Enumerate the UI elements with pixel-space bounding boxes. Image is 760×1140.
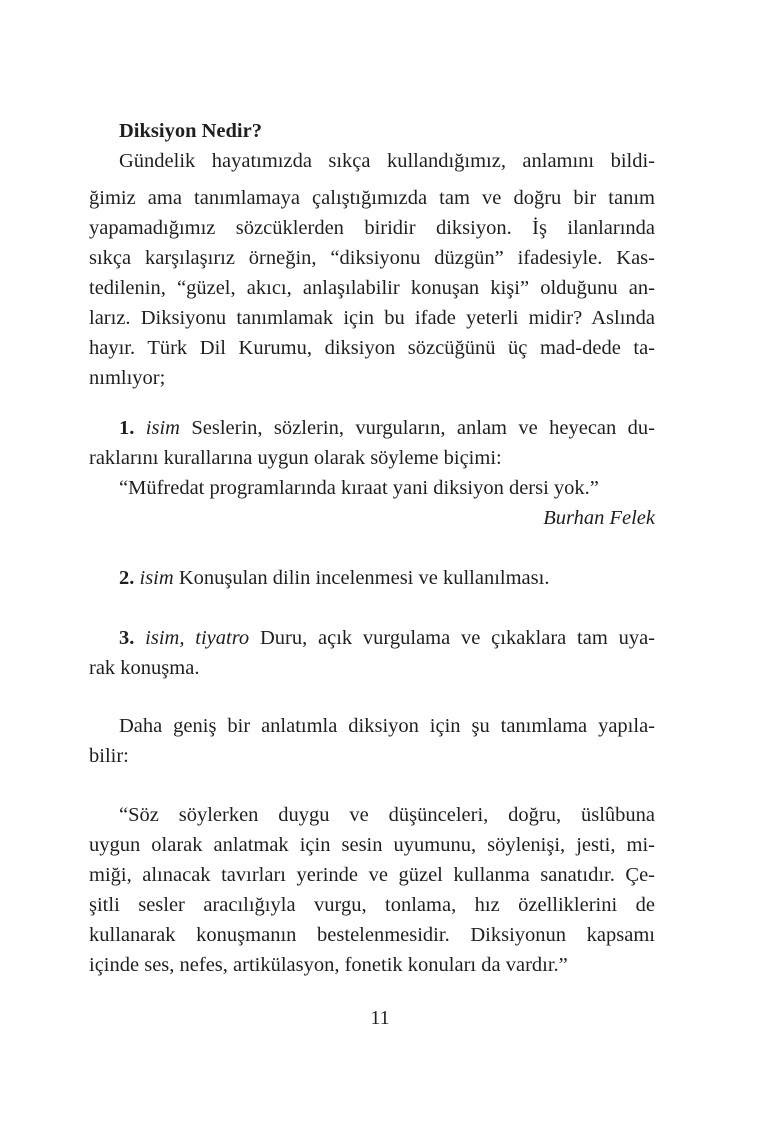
section-heading: Diksiyon Nedir? [119,120,262,142]
page-number: 11 [370,1007,390,1029]
intro-line-3: yapamadığımız sözcüklerden biridir diksiyon. İş ilanlarında [89,217,655,239]
quote-line-3: miği, alınacak tavırları yerinde ve güzel kullanma sanatıdır. Çe- [89,864,655,886]
quote-line-5: kullanarak konuşmanın bestelenmesidir. Diksiyonun kapsamı [89,924,655,946]
intro-line-7: hayır. Türk Dil Kurumu, diksiyon sözcüğünü üç mad-dede ta- [89,337,655,359]
quote-line-1: “Söz söylerken duygu ve düşünceleri, doğru, üslûbuna [119,804,655,826]
definition-2 [119,563,655,593]
definition-3-line-2: rak konuşma. [89,657,200,679]
definition-1-author: Burhan Felek [543,507,655,529]
intro-line-8: nımlıyor; [89,367,166,389]
definition-3-text: Duru, açık vurgulama ve çıkaklara tam uya- [249,627,656,649]
definition-1-quote: “Müfredat programlarında kıraat yani diksiyon dersi yok.” [119,477,599,499]
intro-line-5: tedilenin, “güzel, akıcı, anlaşılabilir konuşan kişi” olduğunu an- [89,277,655,299]
definition-1-line-1 [119,413,655,443]
paragraph-2-line-1: Daha geniş bir anlatımla diksiyon için şu tanımlama yapıla- [119,715,655,737]
quote-line-6: içinde ses, nefes, artikülasyon, fonetik konuları da vardır.” [89,954,568,976]
paragraph-2-line-2: bilir: [89,745,129,767]
definition-3-line-1 [119,623,655,653]
intro-line-6: larız. Diksiyonu tanımlamak için bu ifade yeterli midir? Aslında [89,307,655,329]
intro-line-4: sıkça karşılaşırız örneğin, “diksiyonu düzgün” ifadesiyle. Kas- [89,247,655,269]
definition-1-text: Seslerin, sözlerin, vurguların, anlam ve heyecan du- [179,417,656,439]
definition-2-pos: isim [139,567,174,589]
definition-1-number: 1. [119,417,135,439]
definition-2-text: Konuşulan dilin incelenmesi ve kullanılması. [173,567,550,589]
intro-line-2: ğimiz ama tanımlamaya çalıştığımızda tam ve doğru bir tanım [89,187,655,209]
definition-3-pos: isim, tiyatro [145,627,250,649]
quote-line-4: şitli sesler aracılığıyla vurgu, tonlama, hız özelliklerini de [89,894,655,916]
quote-line-2: uygun olarak anlatmak için sesin uyumunu, söylenişi, jesti, mi- [89,834,655,856]
definition-3-number: 3. [119,627,135,649]
definition-2-number: 2. [119,567,135,589]
definition-1-line-2: raklarını kurallarına uygun olarak söyleme biçimi: [89,447,502,469]
intro-line-1: Gündelik hayatımızda sıkça kullandığımız, anlamını bildi- [119,150,655,172]
definition-1-pos: isim [145,417,180,439]
